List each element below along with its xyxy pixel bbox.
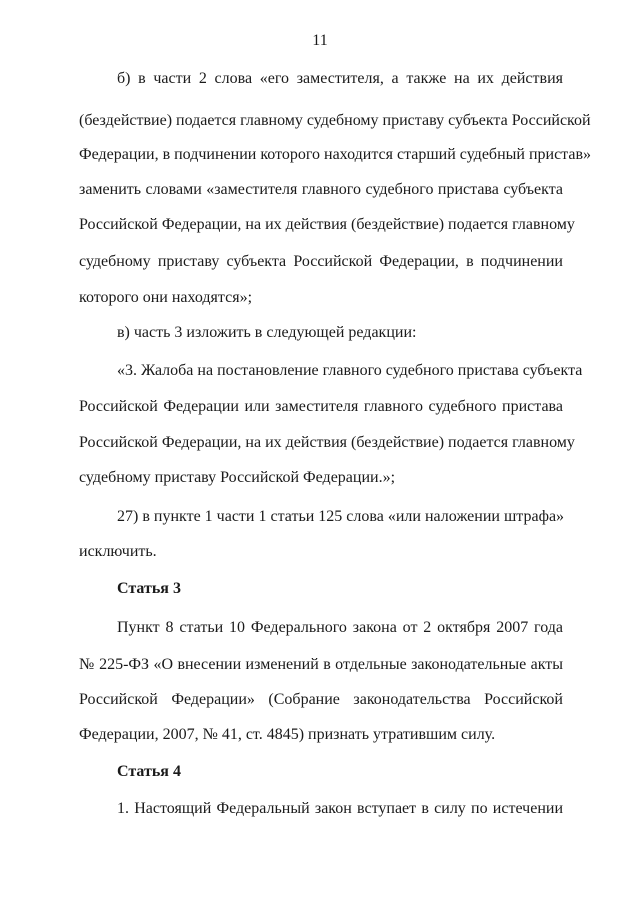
text-line: Федерации, 2007, № 41, ст. 4845) признать утратившим силу. xyxy=(79,726,496,743)
text-line: Федерации, в подчинении которого находится старший судебный пристав» xyxy=(79,146,592,163)
text-line: Российской Федерации» (Собрание законодательства Российской xyxy=(79,691,563,708)
text-line: «3. Жалоба на постановление главного судебного пристава субъекта xyxy=(117,362,583,379)
text-line: 27) в пункте 1 части 1 статьи 125 слова «или наложении штрафа» xyxy=(117,508,565,525)
text-line: Пункт 8 статьи 10 Федерального закона от 2 октября 2007 года xyxy=(117,619,563,636)
text-line: исключить. xyxy=(79,543,157,560)
text-line: б) в части 2 слова «его заместителя, а также на их действия xyxy=(117,70,563,87)
article-heading: Статья 4 xyxy=(117,763,181,780)
text-line: 1. Настоящий Федеральный закон вступает в силу по истечении xyxy=(117,800,563,817)
text-line: Российской Федерации или заместителя главного судебного пристава xyxy=(79,398,563,415)
text-line: Российской Федерации, на их действия (бездействие) подается главному xyxy=(79,216,575,233)
text-line: (бездействие) подается главному судебному приставу субъекта Российской xyxy=(79,112,591,129)
article-heading: Статья 3 xyxy=(117,580,181,597)
text-line: судебному приставу субъекта Российской Федерации, в подчинении xyxy=(79,253,563,270)
text-line: судебному приставу Российской Федерации.»; xyxy=(79,469,396,486)
text-line: Российской Федерации, на их действия (бездействие) подается главному xyxy=(79,434,575,451)
page-number: 11 xyxy=(312,32,328,49)
text-line: № 225-ФЗ «О внесении изменений в отдельные законодательные акты xyxy=(79,656,563,673)
text-line: заменить словами «заместителя главного судебного пристава субъекта xyxy=(79,181,563,198)
text-line: в) часть 3 изложить в следующей редакции: xyxy=(117,324,417,341)
text-line: которого они находятся»; xyxy=(79,289,253,306)
